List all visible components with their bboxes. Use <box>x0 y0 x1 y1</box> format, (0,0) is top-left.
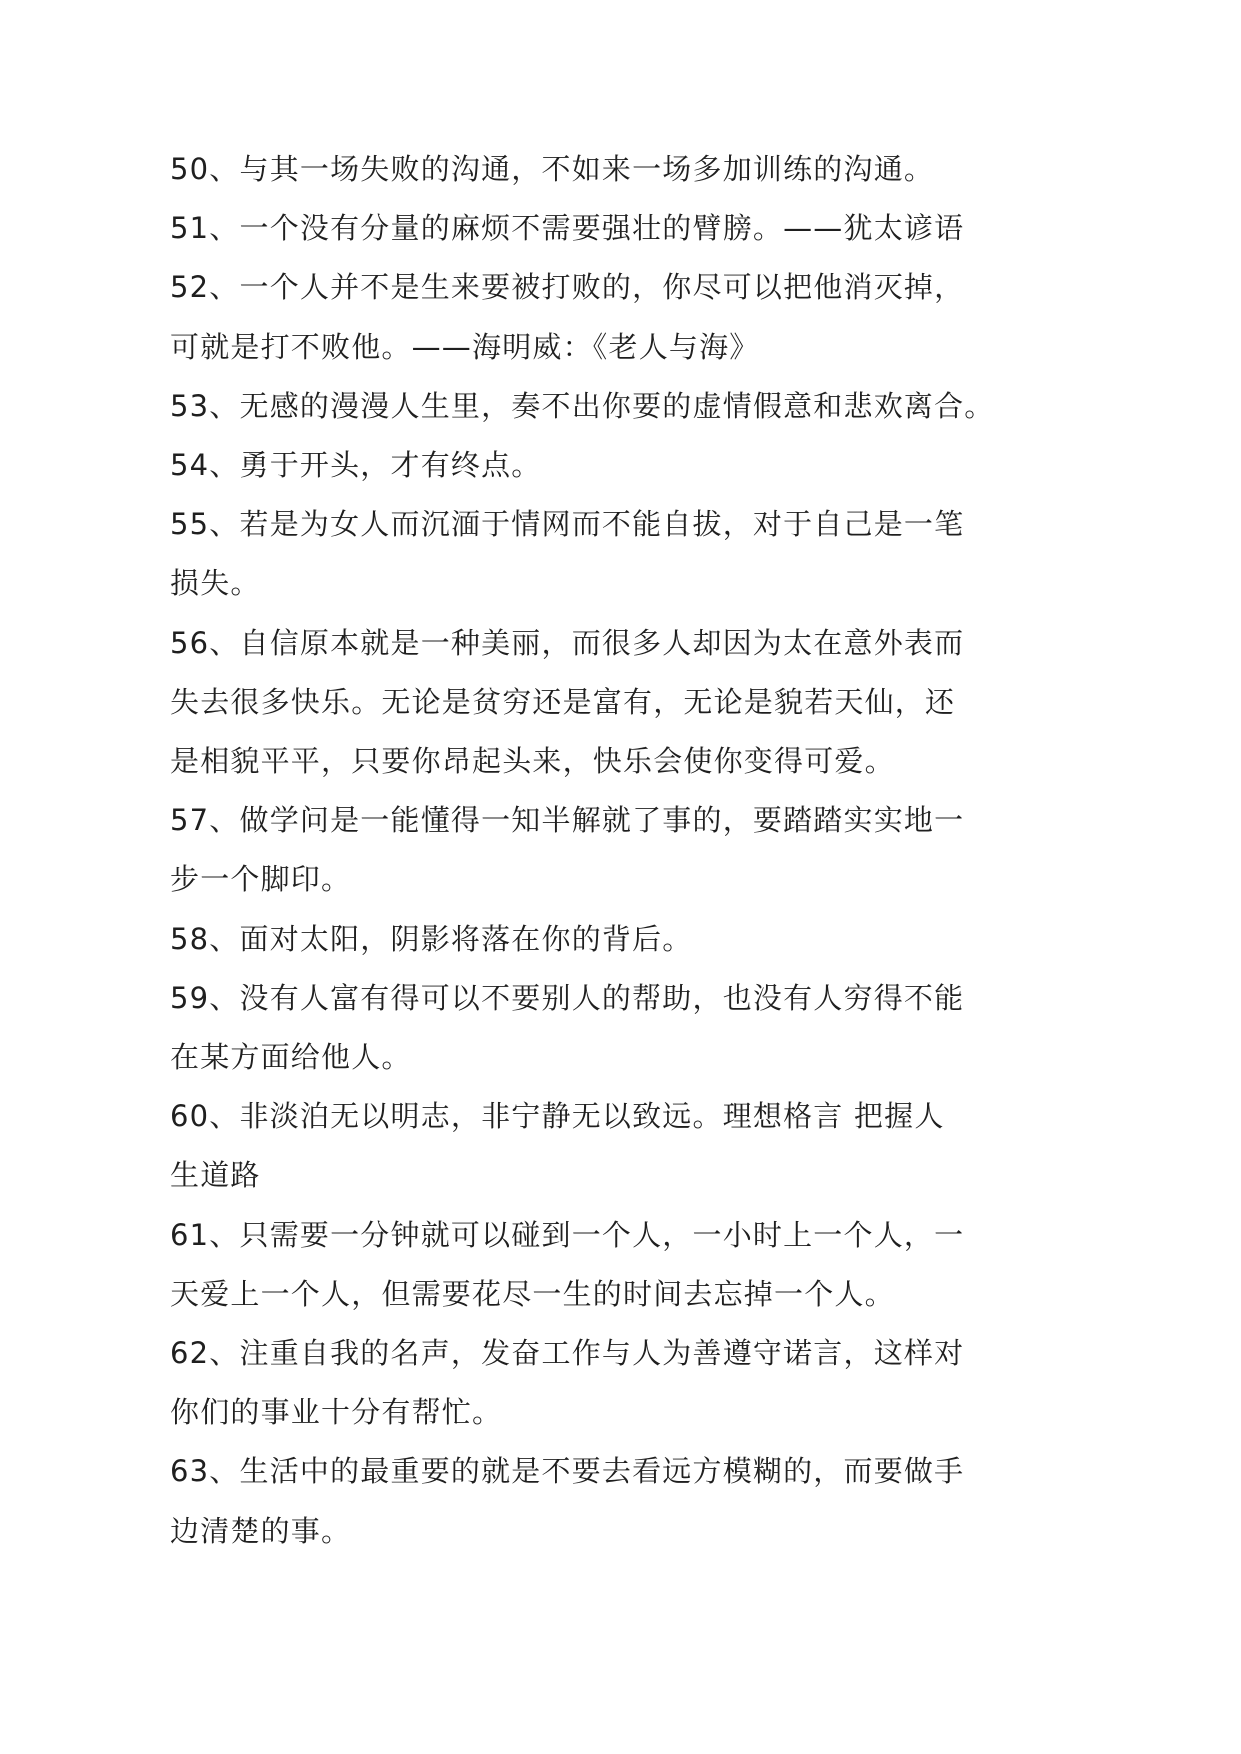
quote-entry-63 <box>170 1442 965 1560</box>
quote-entry-51 <box>170 199 965 258</box>
quote-entry-54 <box>170 436 965 495</box>
quote-line: 60、非淡泊无以明志，非宁静无以致远。理想格言 把握人 <box>170 1099 945 1134</box>
quote-entry-55 <box>170 495 965 613</box>
quote-entry-58 <box>170 910 965 969</box>
quotes-text-column <box>170 140 995 1561</box>
quote-entry-56 <box>170 614 965 792</box>
quote-line: 53、无感的漫漫人生里，奏不出你要的虚情假意和悲欢离合。 <box>170 388 995 423</box>
quote-line: 在某方面给他人。 <box>170 1040 412 1075</box>
quote-line: 59、没有人富有得可以不要别人的帮助，也没有人穷得不能 <box>170 980 965 1015</box>
quote-line: 生道路 <box>170 1158 261 1193</box>
quote-entry-60 <box>170 1087 965 1205</box>
quote-line: 你们的事业十分有帮忙。 <box>170 1395 503 1430</box>
quote-line: 62、注重自我的名声，发奋工作与人为善遵守诺言，这样对 <box>170 1336 965 1371</box>
quote-line: 50、与其一场失败的沟通，不如来一场多加训练的沟通。 <box>170 152 935 186</box>
quote-entry-59 <box>170 969 965 1087</box>
quote-entry-57 <box>170 791 965 909</box>
quote-line: 损失。 <box>170 566 261 601</box>
quote-entry-62 <box>170 1324 965 1442</box>
quote-entry-53 <box>170 377 995 436</box>
quote-line: 51、一个没有分量的麻烦不需要强壮的臂膀。——犹太谚语 <box>170 211 965 246</box>
quote-line: 57、做学问是一能懂得一知半解就了事的，要踏踏实实地一 <box>170 803 965 838</box>
quote-line: 边清楚的事。 <box>170 1513 352 1548</box>
quote-line: 52、一个人并不是生来要被打败的，你尽可以把他消灭掉， <box>170 270 965 305</box>
quote-line: 61、只需要一分钟就可以碰到一个人，一小时上一个人，一 <box>170 1217 965 1252</box>
quote-line: 58、面对太阳，阴影将落在你的背后。 <box>170 921 693 956</box>
quote-entry-52 <box>170 258 965 376</box>
quote-line: 是相貌平平，只要你昂起头来，快乐会使你变得可爱。 <box>170 744 895 779</box>
quote-entry-61 <box>170 1206 965 1324</box>
quote-line: 54、勇于开头，才有终点。 <box>170 448 542 483</box>
quote-line: 天爱上一个人，但需要花尽一生的时间去忘掉一个人。 <box>170 1276 895 1311</box>
quote-line: 55、若是为女人而沉湎于情网而不能自拔，对于自己是一笔 <box>170 507 965 542</box>
quote-line: 失去很多快乐。无论是贫穷还是富有，无论是貌若天仙，还 <box>170 684 956 719</box>
quote-line: 可就是打不败他。——海明威：《老人与海》 <box>170 329 760 364</box>
quote-line: 步一个脚印。 <box>170 862 352 897</box>
quote-line: 63、生活中的最重要的就是不要去看远方模糊的，而要做手 <box>170 1454 965 1489</box>
quote-line: 56、自信原本就是一种美丽，而很多人却因为太在意外表而 <box>170 625 965 660</box>
quote-entry-50 <box>170 140 965 199</box>
